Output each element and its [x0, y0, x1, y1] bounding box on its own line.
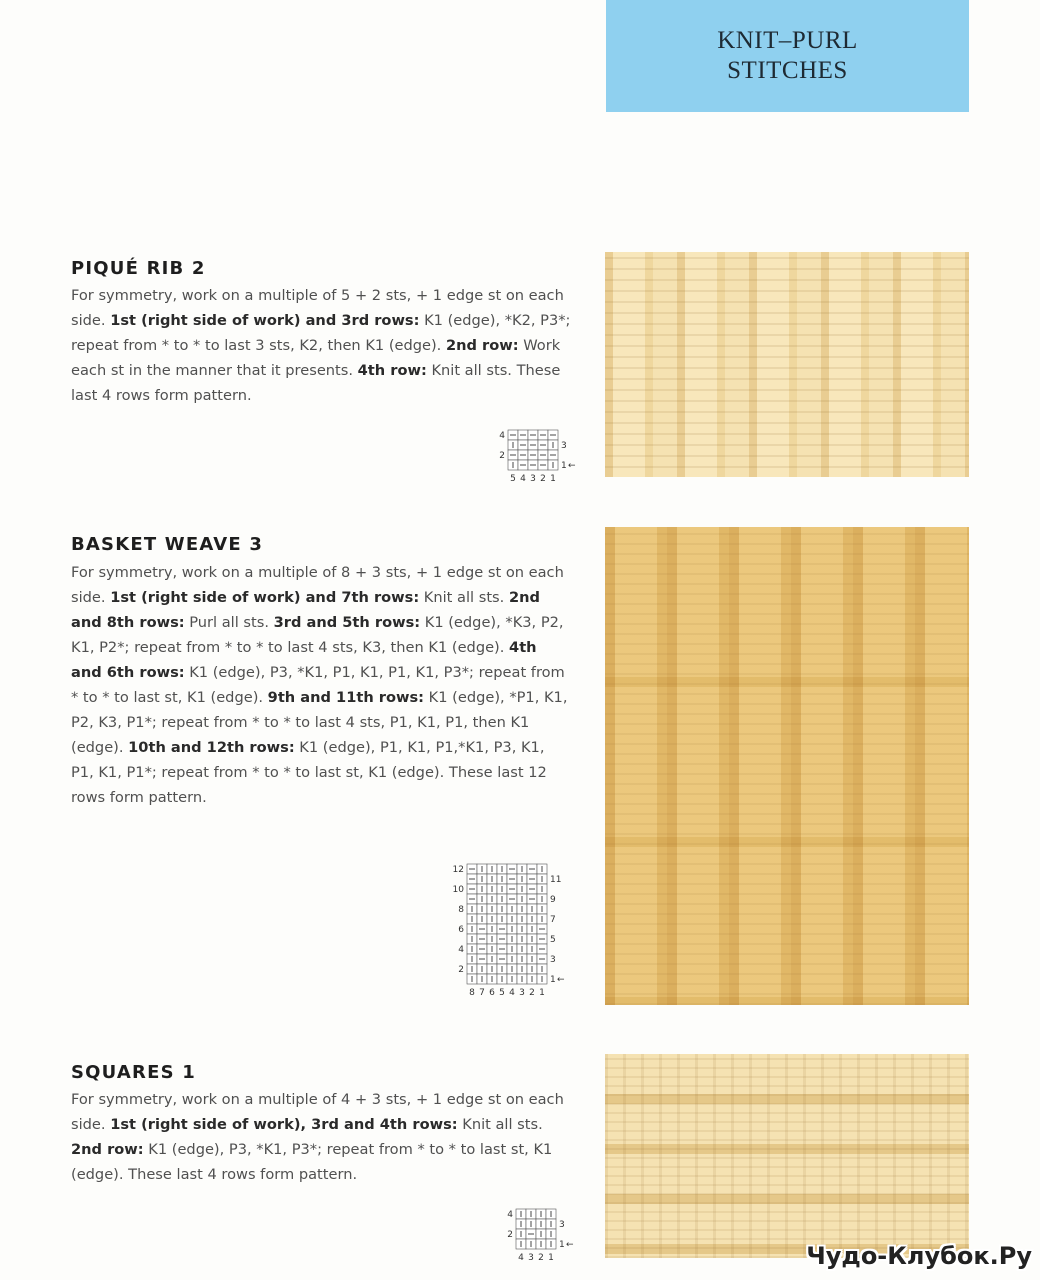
row-number: 4: [507, 1210, 513, 1220]
row-number: 9: [550, 895, 556, 905]
instruction-text: K1 (edge), *K3, P2, K1, P2*; repeat from * to * to last 4 sts, K3, then K1 (edge).: [71, 614, 564, 656]
stitch-chart: [496, 428, 588, 484]
instruction-text: Work each st in the manner that it presents.: [71, 337, 561, 379]
instruction-text: K1 (edge), P1, K1, P1,*K1, P3, K1, P1, K1, P1*; repeat from * to * to last st, K1 (edge). These last 12 rows form pattern.: [71, 739, 547, 806]
stitch-number: 1: [548, 1253, 554, 1263]
row-label: 2nd row:: [71, 1141, 144, 1158]
header-title-line-2: STITCHES: [727, 57, 848, 84]
stitch-chart: [452, 862, 577, 998]
stitch-number: 4: [520, 474, 526, 484]
pattern-title: BASKET WEAVE 3: [71, 534, 264, 555]
stitch-number: 2: [538, 1253, 544, 1263]
instruction-text: K1 (edge), *K2, P3*; repeat from * to * to last 3 sts, K2, then K1 (edge).: [71, 312, 571, 354]
instruction-text: K1 (edge), P3, *K1, P3*; repeat from * to * to last st, K1 (edge). These last 4 rows form pattern.: [71, 1141, 553, 1183]
row-label: 2nd and 8th rows:: [71, 589, 540, 631]
instruction-text: K1 (edge), P3, *K1, P1, K1, P1, K1, P3*; repeat from * to * to last st, K1 (edge).: [71, 664, 565, 706]
instruction-text: For symmetry, work on a multiple of 4 + 3 sts, + 1 edge st on each side.: [71, 1091, 564, 1133]
section-header-tab: [606, 0, 969, 112]
instruction-text: Knit all sts. These last 4 rows form pattern.: [71, 362, 561, 404]
stitch-number: 2: [529, 988, 535, 998]
row-label: 3rd and 5th rows:: [273, 614, 421, 631]
row-number: 4: [458, 945, 464, 955]
pattern-title: PIQUÉ RIB 2: [71, 258, 206, 279]
header-title-line-1: KNIT–PURL: [717, 27, 858, 54]
pattern-instructions: [71, 560, 571, 810]
stitch-number: 3: [528, 1253, 534, 1263]
pattern-title: SQUARES 1: [71, 1062, 196, 1083]
row-number: 1: [561, 461, 567, 471]
site-watermark: Чудо-Клубок.Ру: [806, 1242, 1032, 1270]
row-number: 2: [458, 965, 464, 975]
row-number: 10: [452, 885, 464, 895]
row-label: 10th and 12th rows:: [128, 739, 295, 756]
stitch-chart: [504, 1207, 586, 1263]
row-label: 2nd row:: [445, 337, 519, 354]
row-number: 1: [559, 1240, 565, 1250]
row-number: 2: [499, 451, 505, 461]
stitch-number: 4: [509, 988, 515, 998]
start-arrow-icon: ←: [566, 1240, 574, 1250]
row-number: 1: [550, 975, 556, 985]
instruction-text: For symmetry, work on a multiple of 8 + 3 sts, + 1 edge st on each side.: [71, 564, 564, 606]
row-label: 1st (right side of work) and 7th rows:: [110, 589, 420, 606]
row-number: 12: [452, 865, 464, 875]
start-arrow-icon: ←: [568, 461, 576, 471]
instruction-text: Purl all sts.: [184, 614, 274, 631]
row-number: 3: [550, 955, 556, 965]
row-label: 1st (right side of work), 3rd and 4th rows:: [110, 1116, 458, 1133]
swatch-photo: [605, 1054, 969, 1258]
row-number: 7: [550, 915, 556, 925]
stitch-number: 5: [499, 988, 505, 998]
stitch-number: 8: [469, 988, 475, 998]
stitch-number: 1: [539, 988, 545, 998]
instruction-text: Knit all sts.: [457, 1116, 543, 1133]
row-label: 4th and 6th rows:: [71, 639, 537, 681]
swatch-photo: [605, 527, 969, 1005]
instruction-text: For symmetry, work on a multiple of 5 + 2 sts, + 1 edge st on each side.: [71, 287, 564, 329]
row-number: 4: [499, 431, 505, 441]
row-label: 4th row:: [357, 362, 427, 379]
stitch-number: 4: [518, 1253, 524, 1263]
start-arrow-icon: ←: [557, 975, 565, 985]
stitch-number: 7: [479, 988, 485, 998]
row-number: 8: [458, 905, 464, 915]
stitch-number: 1: [550, 474, 556, 484]
stitch-number: 5: [510, 474, 516, 484]
row-number: 5: [550, 935, 556, 945]
row-label: 1st (right side of work) and 3rd rows:: [110, 312, 420, 329]
swatch-photo: [605, 252, 969, 477]
stitch-number: 3: [519, 988, 525, 998]
instruction-text: K1 (edge), *P1, K1, P2, K3, P1*; repeat from * to * to last 4 sts, P1, K1, P1, then K1 (edge).: [71, 689, 568, 756]
pattern-instructions: [71, 1087, 571, 1187]
row-number: 3: [559, 1220, 565, 1230]
stitch-number: 2: [540, 474, 546, 484]
row-label: 9th and 11th rows:: [267, 689, 425, 706]
stitch-number: 3: [530, 474, 536, 484]
pattern-instructions: [71, 283, 571, 408]
row-number: 2: [507, 1230, 513, 1240]
row-number: 11: [550, 875, 562, 885]
stitch-number: 6: [489, 988, 495, 998]
row-number: 6: [458, 925, 464, 935]
instruction-text: Knit all sts.: [419, 589, 509, 606]
row-number: 3: [561, 441, 567, 451]
